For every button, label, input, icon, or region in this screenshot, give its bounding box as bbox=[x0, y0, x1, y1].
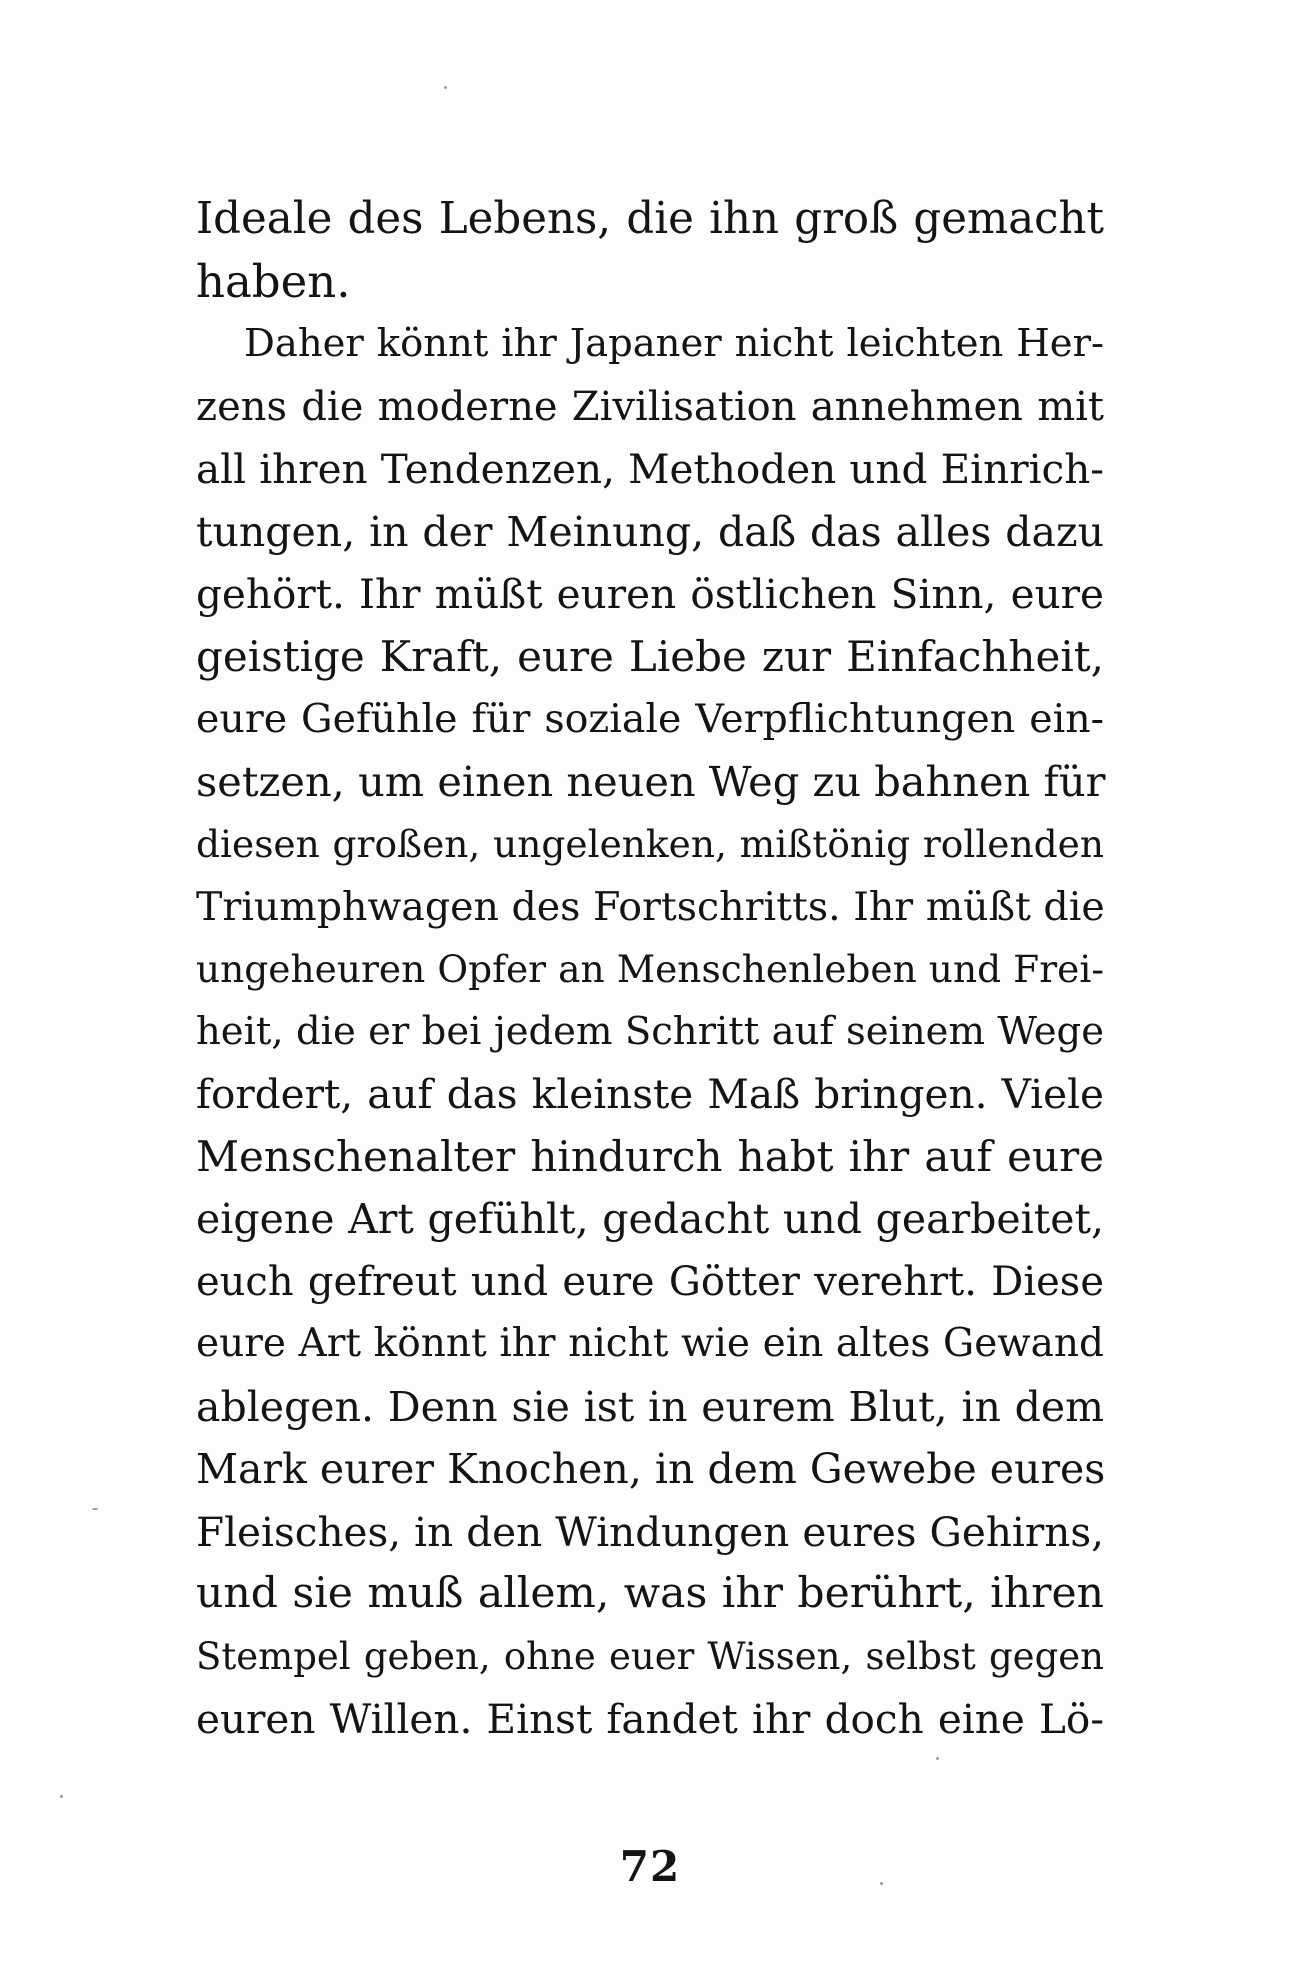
text-line: tungen, in der Meinung, daß das alles dazu bbox=[196, 507, 1104, 556]
paragraph-first-line: Daher könnt ihr Japaner nicht leichten Her- bbox=[244, 321, 1104, 366]
paper-speck bbox=[880, 1882, 883, 1885]
paper-speck bbox=[444, 86, 447, 89]
paper-speck bbox=[936, 1757, 939, 1760]
text-line: ablegen. Denn sie ist in eurem Blut, in dem bbox=[196, 1382, 1104, 1431]
text-line: all ihren Tendenzen, Methoden und Einrich- bbox=[196, 445, 1104, 493]
text-line: eigene Art gefühlt, gedacht und gearbeitet, bbox=[196, 1195, 1104, 1243]
text-line: eure Art könnt ihr nicht wie ein altes Gewand bbox=[196, 1321, 1104, 1366]
text-line: setzen, um einen neuen Weg zu bahnen für bbox=[196, 756, 1106, 806]
text-line: zens die moderne Zivilisation annehmen mit bbox=[196, 383, 1104, 430]
text-line: geistige Kraft, eure Liebe zur Einfachheit, bbox=[196, 631, 1104, 681]
paper-speck bbox=[60, 1795, 63, 1798]
page-number: 72 bbox=[619, 1842, 681, 1891]
text-line: Menschenalter hindurch habt ihr auf eure bbox=[196, 1131, 1104, 1181]
text-line: Mark eurer Knochen, in dem Gewebe eures bbox=[196, 1445, 1106, 1493]
text-line: euch gefreut und eure Götter verehrt. Diese bbox=[196, 1258, 1104, 1305]
text-line: heit, die er bei jedem Schritt auf seinem Wege bbox=[196, 1008, 1104, 1054]
text-line: eure Gefühle für soziale Verpflichtungen ein- bbox=[196, 696, 1104, 742]
text-line: Fleisches, in den Windungen eures Gehirns, bbox=[196, 1507, 1104, 1556]
text-line: und sie muß allem, was ihr berührt, ihren bbox=[196, 1569, 1104, 1618]
text-line: fordert, auf das kleinste Maß bringen. Viele bbox=[196, 1070, 1104, 1118]
text-line: euren Willen. Einst fandet ihr doch eine Lö- bbox=[196, 1695, 1104, 1743]
text-line: Triumphwagen des Fortschritts. Ihr müßt die bbox=[196, 883, 1105, 930]
text-line: ungeheuren Opfer an Menschenleben und Frei- bbox=[196, 947, 1104, 991]
text-line: diesen großen, ungelenken, mißtönig rollenden bbox=[196, 822, 1104, 866]
text-line: gehört. Ihr müßt euren östlichen Sinn, eure bbox=[196, 570, 1104, 618]
body-text bbox=[196, 188, 1104, 1751]
text-line: Stempel geben, ohne euer Wissen, selbst gegen bbox=[196, 1634, 1104, 1678]
text-line: haben. bbox=[196, 254, 351, 308]
paper-speck bbox=[92, 1508, 98, 1510]
text-line: Ideale des Lebens, die ihn groß gemacht bbox=[196, 194, 1104, 244]
